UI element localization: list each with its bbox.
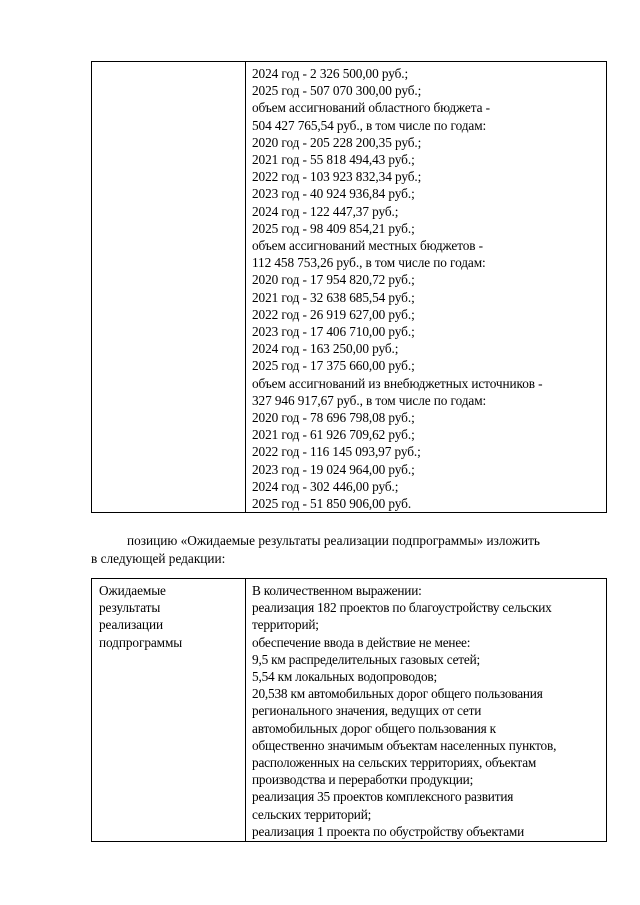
funding-line: 2024 год - 2 326 500,00 руб.; bbox=[252, 66, 409, 81]
funding-table bbox=[91, 61, 607, 513]
funding-line: 2024 год - 302 446,00 руб.; bbox=[252, 478, 399, 494]
funding-line: 2020 год - 205 228 200,35 руб.; bbox=[252, 134, 422, 150]
funding-line: 2025 год - 51 850 906,00 руб. bbox=[252, 496, 412, 512]
funding-line: 2025 год - 17 375 660,00 руб.; bbox=[252, 358, 415, 374]
funding-line: 2021 год - 55 818 494,43 руб.; bbox=[252, 152, 415, 168]
instruction-line-2: в следующей редакции: bbox=[91, 550, 226, 566]
result-line: общественно значимым объектам населенных пунктов, bbox=[252, 737, 557, 753]
result-line: регионального значения, ведущих от сети bbox=[252, 703, 482, 719]
result-line: реализация 182 проектов по благоустройству сельских bbox=[252, 600, 552, 616]
funding-table-left-cell bbox=[92, 62, 246, 512]
label-line: подпрограммы bbox=[99, 634, 183, 650]
result-line: сельских территорий; bbox=[252, 806, 372, 822]
funding-line: 2025 год - 507 070 300,00 руб.; bbox=[252, 83, 422, 99]
funding-line: 2024 год - 122 447,37 руб.; bbox=[252, 203, 399, 219]
funding-line: объем ассигнований местных бюджетов - bbox=[252, 238, 484, 254]
funding-line: 2023 год - 19 024 964,00 руб.; bbox=[252, 461, 415, 477]
funding-line: 2024 год - 163 250,00 руб.; bbox=[252, 341, 399, 357]
instruction-paragraph bbox=[91, 532, 607, 567]
funding-line: 2020 год - 17 954 820,72 руб.; bbox=[252, 272, 415, 288]
funding-line: объем ассигнований областного бюджета - bbox=[252, 100, 490, 116]
label-line: Ожидаемые bbox=[99, 583, 166, 598]
funding-line: объем ассигнований из внебюджетных источников - bbox=[252, 375, 543, 391]
label-line: реализации bbox=[99, 617, 163, 633]
funding-line: 2022 год - 116 145 093,97 руб.; bbox=[252, 444, 421, 460]
result-line: 5,54 км локальных водопроводов; bbox=[252, 669, 437, 685]
result-line: реализация 1 проекта по обустройству объектами bbox=[252, 823, 525, 839]
result-line: территорий; bbox=[252, 617, 319, 633]
funding-line: 504 427 765,54 руб., в том числе по годам: bbox=[252, 117, 487, 133]
funding-line: 2021 год - 32 638 685,54 руб.; bbox=[252, 289, 415, 305]
funding-line: 2020 год - 78 696 798,08 руб.; bbox=[252, 410, 415, 426]
label-line: результаты bbox=[99, 600, 161, 616]
instruction-line-1: позицию «Ожидаемые результаты реализации подпрограммы» изложить bbox=[127, 533, 540, 548]
funding-line: 2023 год - 40 924 936,84 руб.; bbox=[252, 186, 415, 202]
result-line: расположенных на сельских территориях, объектам bbox=[252, 755, 537, 771]
funding-line: 2025 год - 98 409 854,21 руб.; bbox=[252, 220, 415, 236]
funding-line: 327 946 917,67 руб., в том числе по годам: bbox=[252, 392, 487, 408]
result-line: реализация 35 проектов комплексного развития bbox=[252, 789, 514, 805]
result-line: обеспечение ввода в действие не менее: bbox=[252, 634, 471, 650]
results-table-label-cell bbox=[92, 579, 246, 841]
result-line: 9,5 км распределительных газовых сетей; bbox=[252, 651, 480, 667]
funding-line: 2021 год - 61 926 709,62 руб.; bbox=[252, 427, 415, 443]
result-line: производства и переработки продукции; bbox=[252, 772, 474, 788]
funding-line: 2022 год - 103 923 832,34 руб.; bbox=[252, 169, 422, 185]
results-table-content-cell bbox=[246, 579, 606, 841]
funding-line: 2023 год - 17 406 710,00 руб.; bbox=[252, 324, 415, 340]
result-line: автомобильных дорог общего пользования к bbox=[252, 720, 496, 736]
result-line: В количественном выражении: bbox=[252, 583, 422, 598]
funding-table-right-cell bbox=[246, 62, 606, 512]
funding-line: 112 458 753,26 руб., в том числе по годам: bbox=[252, 255, 486, 271]
results-table bbox=[91, 578, 607, 842]
funding-line: 2022 год - 26 919 627,00 руб.; bbox=[252, 306, 415, 322]
result-line: 20,538 км автомобильных дорог общего пользования bbox=[252, 686, 543, 702]
